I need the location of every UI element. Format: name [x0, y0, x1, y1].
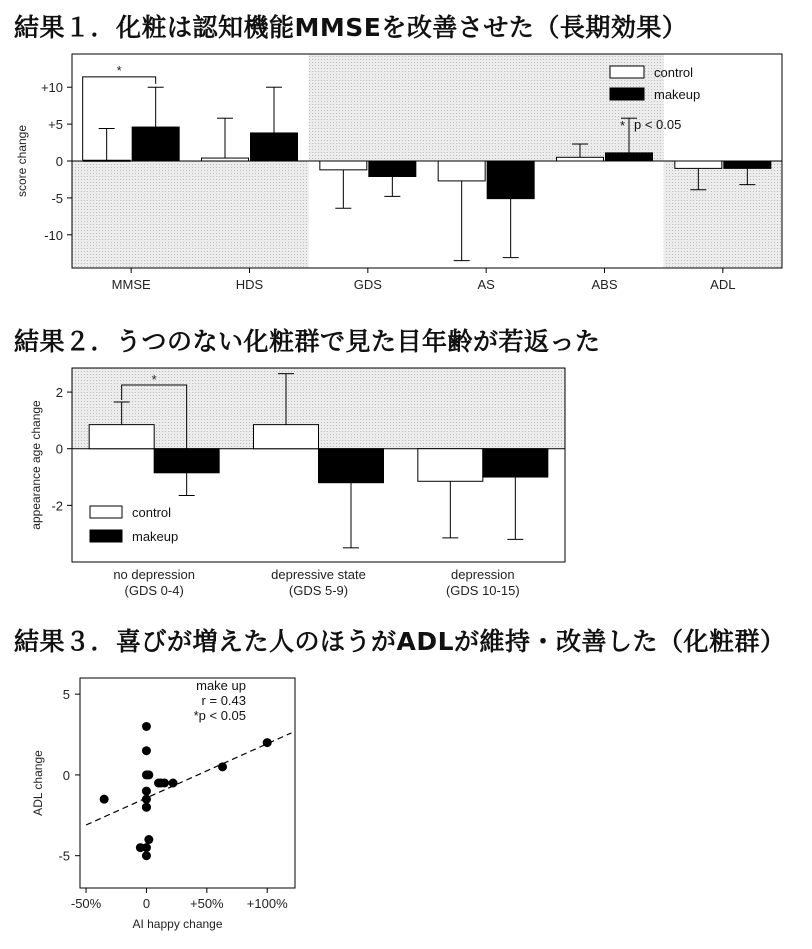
significance-star: *	[151, 371, 157, 387]
bar-control	[557, 157, 604, 161]
y-axis-label: score change	[15, 124, 29, 198]
x-tick-label: +50%	[190, 896, 224, 911]
result-2-heading: 結果２．うつのない化粧群で見た目年齢が若返った	[14, 327, 601, 356]
x-tick-label: ABS	[591, 277, 618, 292]
legend-label-makeup: makeup	[132, 529, 179, 544]
x-tick-label: HDS	[235, 277, 264, 292]
y-tick-label: 2	[55, 385, 63, 401]
annotation-text: p < 0.05	[634, 117, 682, 132]
x-tick-label: depression (GDS 10-15)	[445, 567, 520, 598]
data-point	[136, 843, 145, 852]
trendline	[86, 733, 291, 825]
bar-control	[89, 425, 154, 449]
legend-swatch-control	[90, 506, 122, 518]
shaded-region	[72, 161, 309, 268]
bar-makeup	[369, 161, 416, 176]
x-tick-label: MMSE	[111, 277, 151, 292]
bar-control	[675, 161, 722, 168]
y-tick-label: 0	[62, 767, 70, 783]
x-tick-label: depressive state (GDS 5-9)	[271, 567, 366, 598]
bar-control	[438, 161, 485, 181]
result-1-bar-chart	[0, 44, 812, 304]
bar-makeup	[251, 133, 298, 161]
result-2-bar-chart	[0, 356, 812, 606]
y-tick-label: +10	[40, 80, 63, 96]
data-point	[142, 803, 151, 812]
data-point	[169, 779, 178, 788]
bar-makeup	[483, 449, 548, 477]
y-axis-label: ADL change	[31, 750, 45, 816]
bar-control	[418, 449, 483, 482]
bar-control	[83, 160, 130, 161]
data-point	[142, 787, 151, 796]
y-tick-label: +5	[48, 117, 63, 133]
data-point	[142, 722, 151, 731]
result-3-scatter-plot	[0, 666, 812, 948]
y-tick-label: 5	[62, 687, 70, 703]
x-tick-label: AS	[477, 277, 495, 292]
shaded-region	[664, 161, 782, 268]
data-point	[142, 795, 151, 804]
y-tick-label: -5	[58, 848, 70, 864]
x-axis-label: AI happy change	[132, 917, 223, 931]
legend-label-control: control	[132, 505, 172, 520]
y-axis-label: appearance age change	[29, 400, 43, 530]
bar-makeup	[606, 153, 653, 161]
data-point	[100, 795, 109, 804]
legend-label-control: control	[654, 65, 694, 80]
data-point	[144, 835, 153, 844]
x-tick-label: +100%	[246, 896, 288, 911]
x-tick-label: 0	[142, 896, 151, 911]
result-3-heading: 結果３．喜びが増えた人のほうがADLが維持・改善した（化粧群）	[14, 627, 786, 656]
legend-swatch-makeup	[610, 88, 644, 100]
bar-control	[254, 425, 319, 449]
bar-makeup	[487, 161, 534, 199]
legend-swatch-makeup	[90, 530, 122, 542]
bar-control	[320, 161, 367, 170]
stats-annotation: *p < 0.05	[193, 708, 246, 723]
bar-control	[202, 158, 249, 161]
x-tick-label: -50%	[70, 896, 102, 911]
bar-makeup	[132, 127, 179, 161]
significance-star: *	[116, 62, 122, 78]
y-tick-label: 0	[55, 154, 63, 169]
data-point	[142, 746, 151, 755]
y-tick-label: -10	[44, 227, 63, 243]
bar-makeup	[724, 161, 771, 168]
data-point	[263, 738, 272, 747]
y-tick-label: -2	[51, 498, 63, 514]
data-point	[142, 851, 151, 860]
x-tick-label: ADL	[710, 277, 736, 292]
result-1-heading: 結果１．化粧は認知機能MMSEを改善させた（長期効果）	[14, 13, 688, 42]
y-tick-label: 0	[55, 441, 63, 457]
plot-frame	[80, 678, 295, 888]
legend-label-makeup: makeup	[654, 87, 701, 102]
x-tick-label: no depression (GDS 0-4)	[113, 567, 196, 598]
data-point	[160, 779, 169, 788]
data-point	[218, 762, 227, 771]
bar-makeup	[319, 449, 384, 483]
y-tick-label: -5	[51, 190, 63, 206]
data-point	[144, 770, 153, 779]
legend-swatch-control	[610, 66, 644, 78]
annotation-star: *	[620, 118, 626, 133]
stats-annotation: r = 0.43	[201, 693, 246, 708]
x-tick-label: GDS	[353, 277, 382, 292]
stats-annotation: make up	[196, 678, 246, 693]
